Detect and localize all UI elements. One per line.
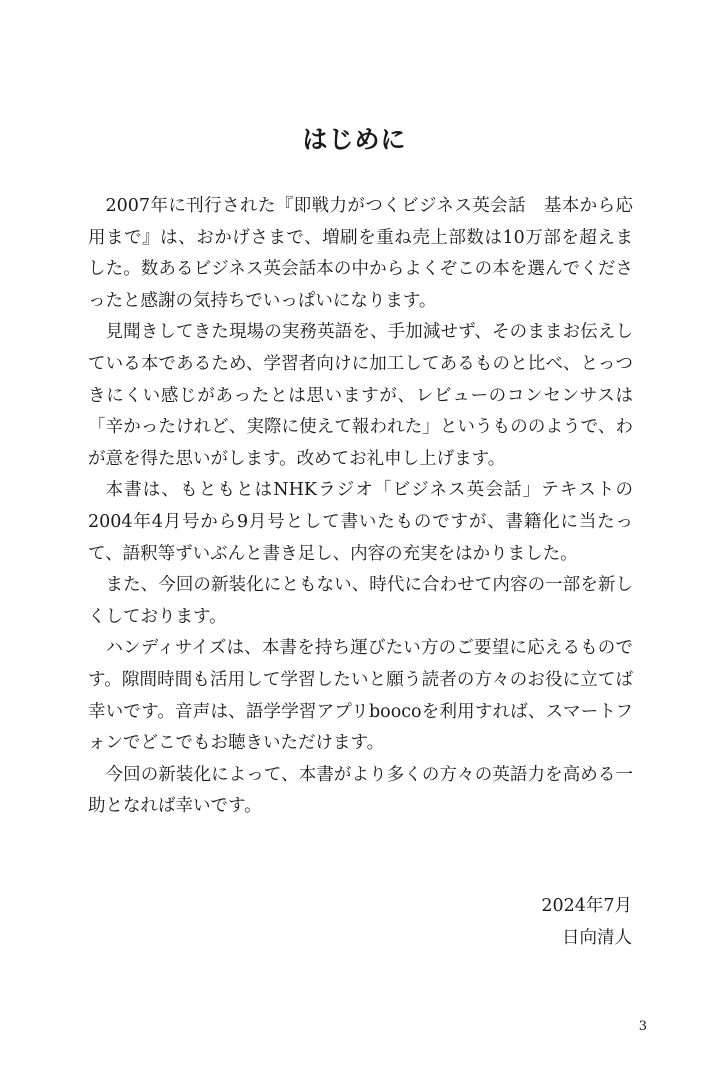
paragraph: 本書は、もともとはNHKラジオ「ビジネス英会話」テキストの2004年4月号から9月号として書いたものですが、書籍化に当たって、語釈等ずいぶんと書き足し、内容の充実をはかりました。 [88, 480, 633, 564]
paragraph: また、今回の新装化にともない、時代に合わせて内容の一部を新しくしております。 [88, 575, 633, 627]
signature-date: 2024年7月 [541, 896, 632, 916]
paragraph: 見聞きしてきた現場の実務英語を、手加減せず、そのままお伝えしている本であるため、学習者向けに加工してあるものと比べ、とっつきにくい感じがあったとは思いますが、レビューのコンセンサスは「辛かったけれど、実際に使えて報われた」というもののようで、わが意を得た思いがします。改めてお礼申し上げます。 [88, 322, 633, 469]
page-title: はじめに [302, 125, 407, 154]
signature-author: 日向清人 [562, 928, 632, 948]
paragraph: 2007年に刊行された『即戦力がつくビジネス英会話 基本から応用まで』は、おかげさまで、増刷を重ね売上部数は10万部を超えました。数あるビジネス英会話本の中からよくぞこの本を選んでくださったと感謝の気持ちでいっぱいになります。 [88, 196, 633, 311]
paragraph: ハンディサイズは、本書を持ち運びたい方のご要望に応えるものです。隙間時間も活用して学習したいと願う読者の方々のお役に立てば幸いです。音声は、語学学習アプリboocoを利用すれば、スマートフォンでどこでもお聴きいただけます。 [88, 638, 633, 754]
paragraph: 今回の新装化によって、本書がより多くの方々の英語力を高める一助となれば幸いです。 [88, 764, 633, 817]
page-number: 3 [638, 1019, 647, 1034]
preface-body [88, 191, 633, 823]
